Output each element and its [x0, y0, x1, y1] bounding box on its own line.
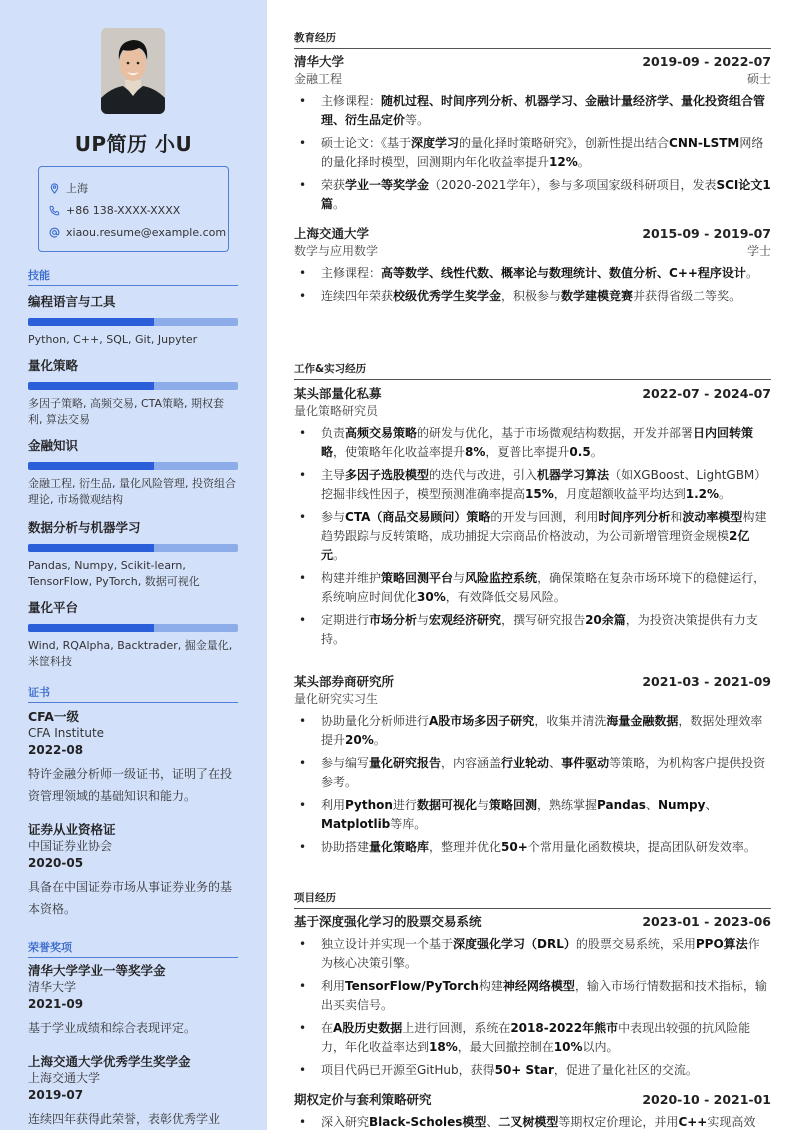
skill-bar — [28, 462, 238, 470]
email-text[interactable]: xiaou.resume@example.com — [66, 225, 227, 239]
skill-name: 数据分析与机器学习 — [28, 520, 141, 535]
bullet-item: • 利用Python进行数据可视化与策略回测，熟练掌握Pandas、Numpy、Matplotlib等库。 — [294, 796, 771, 834]
school-name: 清华大学 — [294, 54, 345, 69]
edu-dates: 2015-09 - 2019-07 — [642, 226, 771, 241]
skill-item — [28, 436, 238, 508]
certificates-section-title: 证书 — [28, 684, 238, 703]
skill-bar-fill — [28, 544, 154, 552]
cert-desc: 具备在中国证券市场从事证券业务的基本资格。 — [28, 880, 233, 916]
bullet-item: • 硕士论文：《基于深度学习的量化择时策略研究》，创新性提出结合CNN-LSTM网络的量化择时模型，回测期内年化收益率提升12%。 — [294, 134, 771, 172]
bullet-list — [294, 92, 771, 214]
bullet-item: • 利用TensorFlow/PyTorch构建神经网络模型，输入市场行情数据和技术指标，输出买卖信号。 — [294, 977, 771, 1015]
cert-date: 2020-05 — [28, 856, 84, 870]
bullet-item: • 独立设计并实现一个基于深度强化学习（DRL）的股票交易系统，采用PPO算法作为核心决策引擎。 — [294, 935, 771, 973]
project-dates: 2020-10 - 2021-01 — [642, 1092, 771, 1107]
bullet-item: • 主修课程：高等数学、线性代数、概率论与数理统计、数值分析、C++程序设计。 — [294, 264, 771, 283]
award-desc: 连续四年获得此荣誉，表彰优秀学业 — [28, 1112, 221, 1126]
skill-bar-fill — [28, 382, 154, 390]
job-role: 量化研究实习生 — [294, 692, 379, 706]
skill-desc: Python, C++, SQL, Git, Jupyter — [28, 333, 198, 346]
company-name: 某头部券商研究所 — [294, 674, 395, 689]
skill-desc: Wind, RQAlpha, Backtrader, 掘金量化, 米筐科技 — [28, 639, 233, 668]
award-item — [28, 962, 238, 1039]
cert-org: 中国证券业协会 — [28, 839, 113, 853]
edu-dates: 2019-09 - 2022-07 — [642, 54, 771, 69]
award-org: 上海交通大学 — [28, 1071, 101, 1085]
bullet-list — [294, 712, 771, 857]
cert-desc: 特许金融分析师一级证书，证明了在投资管理领域的基础知识和能力。 — [28, 767, 233, 803]
award-item — [28, 1053, 238, 1130]
award-title: 清华大学学业一等奖学金 — [28, 963, 166, 978]
work-entry — [294, 673, 771, 861]
location-pin-icon — [49, 183, 60, 194]
education-entry — [294, 225, 771, 310]
major: 数学与应用数学 — [294, 244, 379, 258]
cert-org: CFA Institute — [28, 726, 105, 740]
contact-phone — [49, 199, 228, 221]
skill-bar — [28, 318, 238, 326]
skill-bar-fill — [28, 462, 154, 470]
bullet-item: • 荣获学业一等奖学金（2020-2021学年），参与多项国家级科研项目，发表SCI论文1篇。 — [294, 176, 771, 214]
award-desc: 基于学业成绩和综合表现评定。 — [28, 1021, 197, 1035]
skill-desc: Pandas, Numpy, Scikit-learn, TensorFlow, PyTorch, 数据可视化 — [28, 559, 200, 588]
bullet-item: • 深入研究Black-Scholes模型、二叉树模型等期权定价理论，并用C++实现高效 — [294, 1113, 771, 1130]
education-section-title: 教育经历 — [294, 30, 771, 49]
skill-bar — [28, 382, 238, 390]
skill-item — [28, 356, 238, 428]
education-entry — [294, 53, 771, 218]
school-name: 上海交通大学 — [294, 226, 370, 241]
project-name: 期权定价与套利策略研究 — [294, 1092, 432, 1107]
skill-bar — [28, 624, 238, 632]
projects-section-title: 项目经历 — [294, 890, 771, 909]
project-dates: 2023-01 - 2023-06 — [642, 914, 771, 929]
award-date: 2019-07 — [28, 1088, 84, 1102]
work-dates: 2021-03 - 2021-09 — [642, 674, 771, 689]
bullet-item: • 协助量化分析师进行A股市场多因子研究，收集并清洗海量金融数据，数据处理效率提升20%。 — [294, 712, 771, 750]
contact-box — [38, 166, 229, 252]
skill-bar-fill — [28, 624, 154, 632]
phone-icon — [49, 205, 60, 216]
bullet-list — [294, 424, 771, 649]
awards-section-title: 荣誉奖项 — [28, 939, 238, 958]
contact-email — [49, 221, 228, 243]
certificate-item — [28, 821, 238, 920]
phone-text: +86 138-XXXX-XXXX — [66, 203, 181, 217]
skill-desc: 多因子策略, 高频交易, CTA策略, 期权套利, 算法交易 — [28, 397, 225, 426]
skills-section-title: 技能 — [28, 267, 238, 286]
project-name: 基于深度强化学习的股票交易系统 — [294, 914, 482, 929]
location-text: 上海 — [66, 182, 88, 195]
skill-item — [28, 518, 238, 590]
bullet-item: • 定期进行市场分析与宏观经济研究，撰写研究报告20余篇，为投资决策提供有力支持。 — [294, 611, 771, 649]
bullet-item: • 连续四年荣获校级优秀学生奖学金，积极参与数学建模竞赛并获得省级二等奖。 — [294, 287, 771, 306]
bullet-item: • 负责高频交易策略的研发与优化，基于市场微观结构数据，开发并部署日内回转策略，使策略年化收益率提升8%，夏普比率提升0.5。 — [294, 424, 771, 462]
contact-location — [49, 177, 228, 199]
bullet-list — [294, 264, 771, 306]
bullet-item: • 参与CTA（商品交易顾问）策略的开发与回测，利用时间序列分析和波动率模型构建趋势跟踪与反转策略，成功捕捉大宗商品价格波动，为公司新增管理资金规模2亿元。 — [294, 508, 771, 565]
profile-photo — [101, 28, 165, 114]
bullet-item: • 协助搭建量化策略库，整理并优化50+个常用量化函数模块，提高团队研发效率。 — [294, 838, 771, 857]
certificate-item — [28, 708, 238, 807]
project-entry — [294, 1091, 771, 1130]
main-content — [294, 0, 771, 1130]
bullet-item: • 参与编写量化研究报告，内容涵盖行业轮动、事件驱动等策略，为机构客户提供投资参考。 — [294, 754, 771, 792]
bullet-item: • 主导多因子选股模型的迭代与改进，引入机器学习算法（如XGBoost、LightGBM）挖掘非线性因子，模型预测准确率提高15%，月度超额收益平均达到1.2%。 — [294, 466, 771, 504]
bullet-item: • 主修课程：随机过程、时间序列分析、机器学习、金融计量经济学、量化投资组合管理、衍生品定价等。 — [294, 92, 771, 130]
skill-name: 编程语言与工具 — [28, 294, 116, 309]
award-title: 上海交通大学优秀学生奖学金 — [28, 1054, 191, 1069]
work-section-title: 工作&实习经历 — [294, 361, 771, 380]
degree: 学士 — [746, 244, 771, 258]
skill-name: 量化平台 — [28, 600, 79, 615]
skill-desc: 金融工程, 衍生品, 量化风险管理, 投资组合理论, 市场微观结构 — [28, 477, 236, 506]
work-dates: 2022-07 - 2024-07 — [642, 386, 771, 401]
bullet-list — [294, 1113, 771, 1130]
skill-item — [28, 292, 238, 348]
skill-name: 量化策略 — [28, 358, 79, 373]
award-org: 清华大学 — [28, 980, 77, 994]
degree: 硕士 — [746, 72, 771, 86]
email-at-icon — [49, 227, 60, 238]
skill-name: 金融知识 — [28, 438, 79, 453]
bullet-list — [294, 935, 771, 1080]
project-entry — [294, 913, 771, 1084]
work-entry — [294, 385, 771, 653]
cert-date: 2022-08 — [28, 743, 84, 757]
profile-name: UP简历 小U — [74, 132, 193, 156]
cert-title: CFA一级 — [28, 709, 79, 724]
award-date: 2021-09 — [28, 997, 84, 1011]
skill-bar — [28, 544, 238, 552]
sidebar — [0, 0, 267, 1130]
bullet-item: • 项目代码已开源至GitHub，获得50+ Star，促进了量化社区的交流。 — [294, 1061, 771, 1080]
skill-bar-fill — [28, 318, 154, 326]
bullet-item: • 构建并维护策略回测平台与风险监控系统，确保策略在复杂市场环境下的稳健运行，系统响应时间优化30%，有效降低交易风险。 — [294, 569, 771, 607]
job-role: 量化策略研究员 — [294, 404, 379, 418]
skill-item — [28, 598, 238, 670]
cert-title: 证券从业资格证 — [28, 822, 116, 837]
company-name: 某头部量化私募 — [294, 386, 382, 401]
bullet-item: • 在A股历史数据上进行回测，系统在2018-2022年熊市中表现出较强的抗风险能力，年化收益率达到18%，最大回撤控制在10%以内。 — [294, 1019, 771, 1057]
major: 金融工程 — [294, 72, 343, 86]
